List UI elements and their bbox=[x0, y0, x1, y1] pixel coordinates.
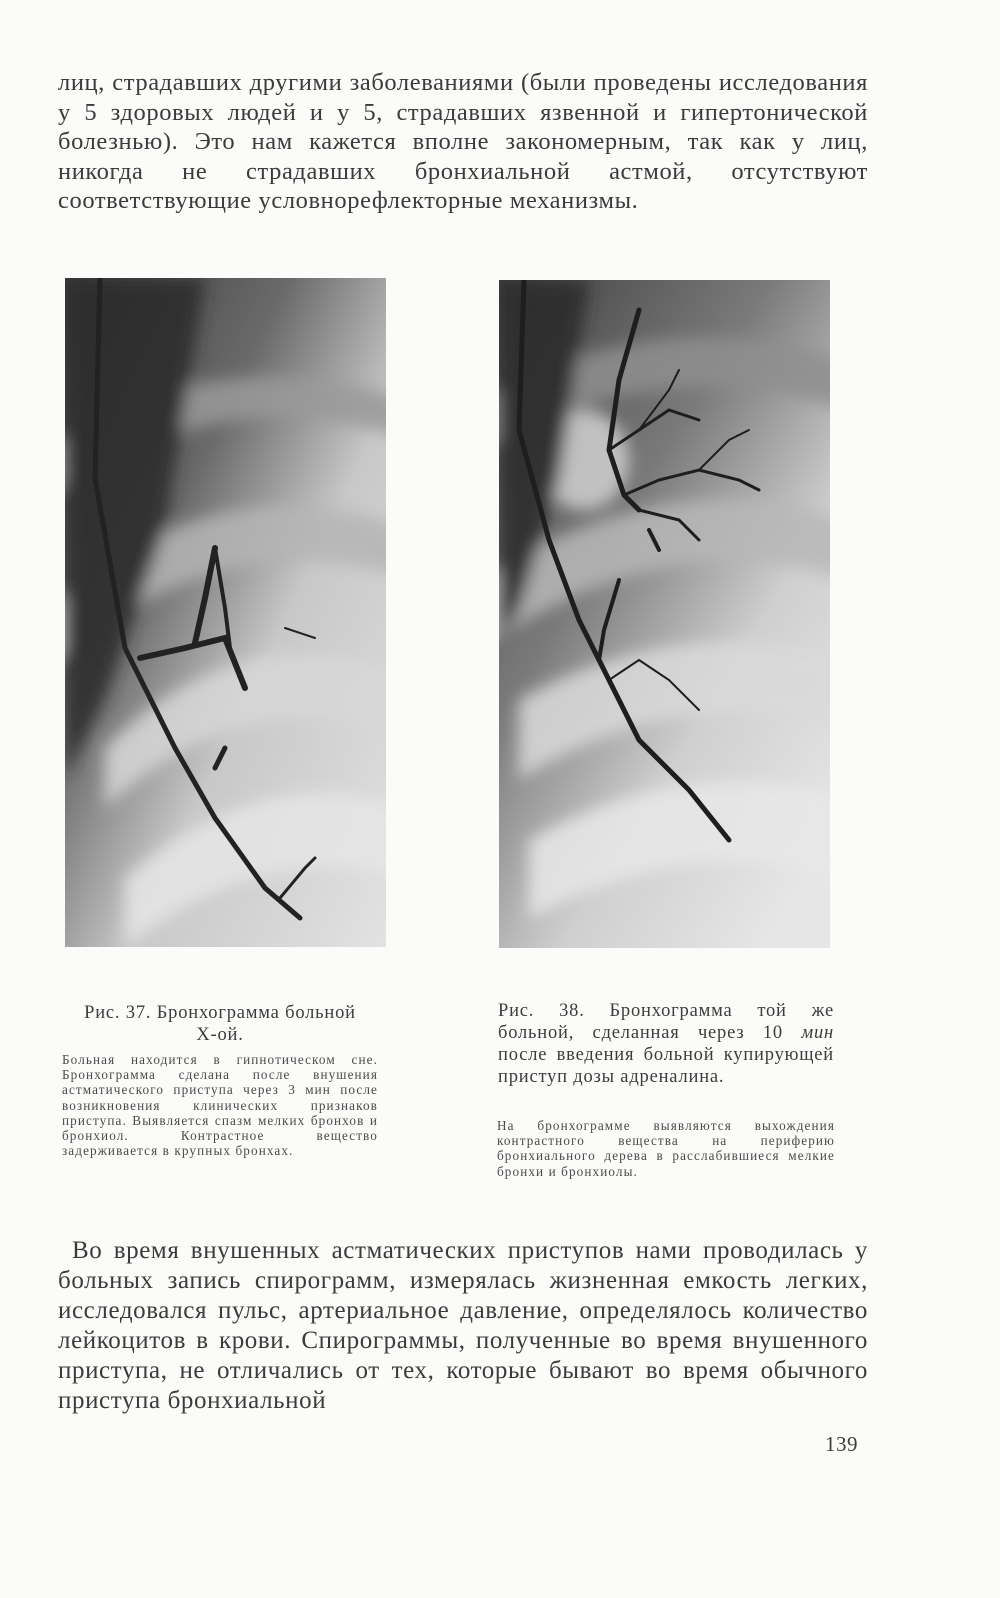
bronchogram-37-image bbox=[65, 278, 386, 947]
bottom-paragraph: Во время внушенных астматических приступов нами проводилась у больных запись спирограмм, измерялась жизненная емкость легких, исследовался пульс, артериальное давление, определялось количество лейкоцитов в крови. Спирограммы, полученные во время внушенного приступа, не отличались от тех, которые бывают во время обычного приступа бронхиальной bbox=[58, 1237, 868, 1414]
figure38-caption-title bbox=[498, 1000, 834, 1088]
page-number: 139 bbox=[825, 1432, 858, 1456]
figure38-caption-description: На бронхограмме выявляются выхождения контрастного вещества на периферию бронхиального дерева в расслабившиеся мелкие бронхи и бронхиолы. bbox=[497, 1118, 835, 1179]
figure37-caption-title: Рис. 37. Бронхограмма больной Х-ой. bbox=[84, 1003, 356, 1045]
bronchogram-figure-38 bbox=[499, 280, 830, 948]
bronchogram-figure-37 bbox=[65, 278, 386, 947]
figure37-caption-description: Больная находится в гипнотическом сне. Бронхограмма сделана после внушения астматического приступа через 3 мин после возникновения клинических признаков приступа. Выявляется спазм мелких бронхов и бронхиол. Контрастное вещество задерживается в крупных бронхах. bbox=[62, 1052, 378, 1159]
figure38-title-unit: мин bbox=[801, 1023, 834, 1043]
bronchogram-38-image bbox=[499, 280, 830, 948]
figure38-title-part1: Рис. 38. Бронхограмма той же больной, сделанная через 10 bbox=[498, 1001, 834, 1043]
figure38-title-part2: после введения больной купирующей приступ дозы адреналина. bbox=[498, 1045, 834, 1087]
top-paragraph: лиц, страдавших другими заболеваниями (были проведены исследования у 5 здоровых людей и у 5, страдавших язвенной и гипертонической болезнью). Это нам кажется вполне закономерным, так как у лиц, никогда не страдавших бронхиальной астмой, отсутствуют соответствующие условнорефлекторные механизмы. bbox=[58, 69, 868, 214]
